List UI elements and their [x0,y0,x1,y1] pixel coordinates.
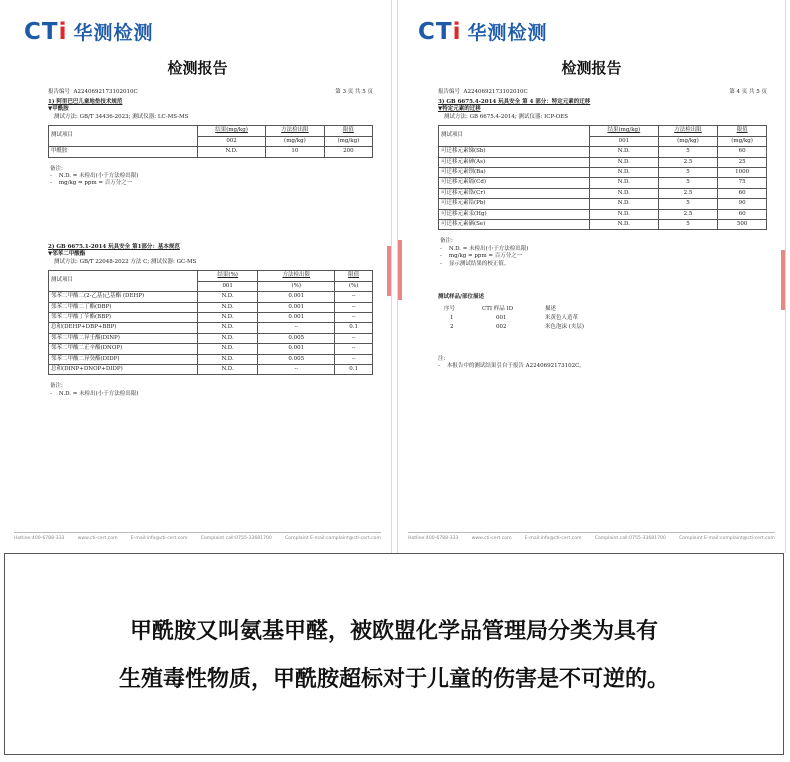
col-limit: 限值 [718,126,767,136]
cell-name: 可迁移元素硒(Se) [439,220,590,230]
cell-mdl: 0.005 [258,333,335,343]
cell-result: N.D. [589,178,658,188]
cell-desc: 米色泡沫 (夹层) [545,324,585,331]
footer-complaint-email: Complaint E-mail:complaint@cti-cert.com [679,536,775,541]
col-result-id: 002 [198,136,266,146]
col-limit-unit: (mg/kg) [718,136,767,146]
cell-result: N.D. [589,157,658,167]
page-number: 第 3 页 共 5 页 [335,89,373,95]
cell-result: N.D. [198,333,258,343]
table-row [49,354,373,364]
report-meta [438,87,767,95]
cell-mdl: 5 [658,178,717,188]
logo-mark: CTi [418,18,462,45]
report-no-label: 报告编号 [48,89,71,95]
test-method: 测试方法: GB/T 22048-2022 方法 C; 测试仪器: GC-MS [54,258,197,265]
cell-limit: 60 [718,147,767,157]
notes [438,238,767,268]
caption-text [5,608,783,704]
cell-mdl: -- [258,323,335,333]
table-row [49,292,373,302]
col-mdl: 方法检出限 [658,126,717,136]
logo-text: 华测检测 [467,22,548,44]
caption-box [4,553,784,755]
report-meta [48,87,373,95]
footer-email: E-mail:info@cti-cert.com [130,536,188,541]
cell-limit: 90 [718,199,767,209]
caption-line-1: 甲酰胺又叫氨基甲醛，被欧盟化学品管理局分类为具有 [129,619,658,644]
cell-name: 邻苯二甲酸二丁酯(DBP) [49,302,198,312]
table-row [49,333,373,343]
note-text: N.D. = 未检出(小于方法检出限) [448,245,529,252]
page-title: 检测报告 [561,59,622,77]
footer-web: www.cti-cert.com [77,536,118,541]
col-id: CTI 样品 ID [482,305,514,312]
cell-name: 总和(DEHP+DBP+BBP) [49,323,198,333]
col-mdl: 方法检出限 [266,126,325,136]
table-row [439,178,767,188]
note-text: mg/kg = ppm = 百万分之一 [58,180,133,187]
notes-title: 备注: [50,383,63,390]
cell-mdl: 0.001 [258,344,335,354]
footer-hotline: Hotline:400-6788-333 [14,536,65,541]
notes-title: 备注: [440,238,453,245]
cell-name: 可迁移元素钡(Ba) [439,167,590,177]
table-row [444,315,590,322]
cell-mdl: 0.001 [258,292,335,302]
cell-name: 可迁移元素砷(As) [439,157,590,167]
col-result: 结果(mg/kg) [589,126,658,136]
note-text: 本报告中的测试结果引自于报告 A2240692173102C。 [446,363,585,370]
cell-name: 邻苯二甲酸二异癸酯(DIDP) [49,354,198,364]
end-note [438,356,767,371]
caption-line-2: 生殖毒性物质，甲酰胺超标对于儿童的伤害是不可逆的。 [118,667,669,692]
table-row [439,147,767,157]
col-limit: 限值 [335,271,373,281]
test-method: 测试方法: GB/T 34436-2023; 测试仪器: LC-MS-MS [54,113,189,120]
cell-limit: 60 [718,209,767,219]
cell-result: N.D. [589,167,658,177]
cell-mdl: 10 [266,147,325,157]
page-number: 第 4 页 共 5 页 [729,89,767,95]
cell-no: 1 [450,315,454,322]
cell-no: 2 [450,324,454,331]
cell-mdl: 0.001 [258,302,335,312]
cti-logo [24,18,153,45]
cell-name: 邻苯二甲酸二异壬酯(DINP) [49,333,198,343]
note-text: 显示测试结果的校正值。 [448,260,510,267]
cell-result: N.D. [198,354,258,364]
cell-name: 总和(DINP+DNOP+DIDP) [49,365,198,375]
note-text: mg/kg = ppm = 百万分之一 [448,253,523,260]
footer-complaint-call: Complaint call:0755-33681700 [594,536,666,541]
cell-mdl: 2.5 [658,188,717,198]
col-desc: 描述 [545,305,557,312]
col-mdl-unit: (mg/kg) [658,136,717,146]
table-row [49,365,373,375]
seal-stamp-edge [398,240,402,300]
phthalates-table [48,270,373,375]
page-footer [408,532,775,541]
table-row [49,323,373,333]
cell-mdl: 2.5 [658,209,717,219]
cell-name: 可迁移元素锑(Sb) [439,147,590,157]
note-item: - 本报告中的测试结果引自于报告 A2240692173102C。 [438,363,585,370]
col-limit-unit: (mg/kg) [324,136,372,146]
table-row [444,324,590,331]
cell-name: 可迁移元素镉(Cd) [439,178,590,188]
section-title: 3) GB 6675.4-2014 玩具安全 第 4 部分：特定元素的迁移 [438,99,591,105]
cell-limit: -- [335,302,373,312]
formamide-table [48,125,373,157]
section-phthalates [48,244,373,398]
report-no: A2240692173102010C [73,89,138,95]
cell-name: 可迁移元素汞(Hg) [439,209,590,219]
footer-email: E-mail:info@cti-cert.com [524,536,582,541]
col-mdl-unit: (mg/kg) [266,136,325,146]
footer-complaint-email: Complaint E-mail:complaint@cti-cert.com [285,536,381,541]
cell-mdl: -- [258,365,335,375]
col-item: 测试项目 [49,126,198,147]
cell-name: 可迁移元素铬(Cr) [439,188,590,198]
end-note-title: 注: [438,355,446,362]
table-row [439,209,767,219]
cell-name: 邻苯二甲酸二(2-乙基)己基酯 (DEHP) [49,292,198,302]
cell-result: N.D. [589,220,658,230]
cell-limit: -- [335,312,373,322]
cell-limit: 0.1 [335,365,373,375]
note-item: - N.D. = 未检出(小于方法检出限) [50,390,139,397]
cell-mdl: 5 [658,167,717,177]
note-item: - N.D. = 未检出(小于方法检出限) [50,172,139,179]
cell-result: N.D. [589,147,658,157]
cell-result: N.D. [198,292,258,302]
seal-stamp-edge [781,250,785,310]
cell-limit: 200 [324,147,372,157]
cell-limit: 1000 [718,167,767,177]
section-title: 1) 阿里巴巴儿童地垫技术规范 [48,99,123,105]
col-limit-unit: (%) [335,281,373,291]
cell-mdl: 5 [658,220,717,230]
logo-text: 华测检测 [73,22,154,44]
page-footer [14,532,381,541]
section-formamide [48,99,373,188]
cell-result: N.D. [589,209,658,219]
col-item: 测试项目 [49,271,198,292]
report-no: A2240692173102010C [463,89,528,95]
cell-name: 甲酰胺 [49,147,198,157]
table-row [49,147,373,157]
cell-result: N.D. [589,199,658,209]
section-elements [438,99,767,371]
report-page-3 [4,0,392,553]
footer-web: www.cti-cert.com [471,536,512,541]
cell-name: 邻苯二甲酸二正辛酯(DNOP) [49,344,198,354]
notes [48,383,373,398]
samples-table [442,304,592,334]
cell-limit: 0.1 [335,323,373,333]
test-item: ▼甲酰胺 [48,106,69,113]
footer-hotline: Hotline:400-6788-333 [408,536,459,541]
col-result-id: 001 [589,136,658,146]
col-item: 测试项目 [439,126,590,147]
col-result: 结果(%) [198,271,258,281]
cell-limit: -- [335,344,373,354]
table-row [439,157,767,167]
col-result: 结果(mg/kg) [198,126,266,136]
notes [48,166,373,188]
cell-limit: 25 [718,157,767,167]
sample-description [438,294,767,334]
test-method: 测试方法: GB 6675.4-2014; 测试仪器: ICP-OES [444,113,569,120]
cell-limit: -- [335,354,373,364]
cell-mdl: 5 [658,199,717,209]
samples-title: 测试样品/部位描述 [438,294,485,301]
table-row [49,312,373,322]
cell-result: N.D. [198,147,266,157]
cell-limit: 60 [718,188,767,198]
table-row [439,199,767,209]
cell-mdl: 0.005 [258,354,335,364]
cell-result: N.D. [198,365,258,375]
note-item: - mg/kg = ppm = 百万分之一 [50,180,133,187]
col-result-id: 001 [198,281,258,291]
test-item: ▼特定元素的迁移 [438,106,481,113]
table-row [439,220,767,230]
test-item: ▼邻苯二甲酸酯 [48,251,86,258]
elements-table [438,125,767,230]
col-limit: 限值 [324,126,372,136]
cell-mdl: 2.5 [658,157,717,167]
cell-name: 邻苯二甲酸丁苄酯(BBP) [49,312,198,322]
report-no-label: 报告编号 [438,89,461,95]
cell-limit: 75 [718,178,767,188]
note-text: N.D. = 未检出(小于方法检出限) [58,390,139,397]
cell-mdl: 0.001 [258,312,335,322]
report-page-4 [397,0,786,553]
col-mdl: 方法检出限 [258,271,335,281]
note-text: N.D. = 未检出(小于方法检出限) [58,172,139,179]
note-item: - mg/kg = ppm = 百万分之一 [440,253,523,260]
notes-title: 备注: [50,165,63,172]
cell-mdl: 5 [658,147,717,157]
page-title: 检测报告 [167,59,228,77]
cell-result: N.D. [198,312,258,322]
footer-complaint-call: Complaint call:0755-33681700 [200,536,272,541]
cell-desc: 米黄色人造革 [545,315,579,322]
cell-limit: -- [335,292,373,302]
table-row [49,344,373,354]
note-item: - 显示测试结果的校正值。 [440,260,510,267]
cell-id: 001 [496,315,507,322]
logo-mark: CTi [24,18,68,45]
note-item: - N.D. = 未检出(小于方法检出限) [440,245,529,252]
cell-limit: 500 [718,220,767,230]
col-no: 序号 [444,305,456,312]
table-row [439,167,767,177]
cell-name: 可迁移元素铅(Pb) [439,199,590,209]
cell-result: N.D. [589,188,658,198]
cell-result: N.D. [198,302,258,312]
table-row [49,302,373,312]
cell-id: 002 [496,324,507,331]
table-row [439,188,767,198]
section-title: 2) GB 6675.1-2014 玩具安全 第1部分：基本规范 [48,244,180,250]
cell-result: N.D. [198,344,258,354]
cell-result: N.D. [198,323,258,333]
seal-stamp-edge [387,246,391,296]
col-mdl-unit: (%) [258,281,335,291]
cti-logo [418,18,547,45]
cell-limit: -- [335,333,373,343]
